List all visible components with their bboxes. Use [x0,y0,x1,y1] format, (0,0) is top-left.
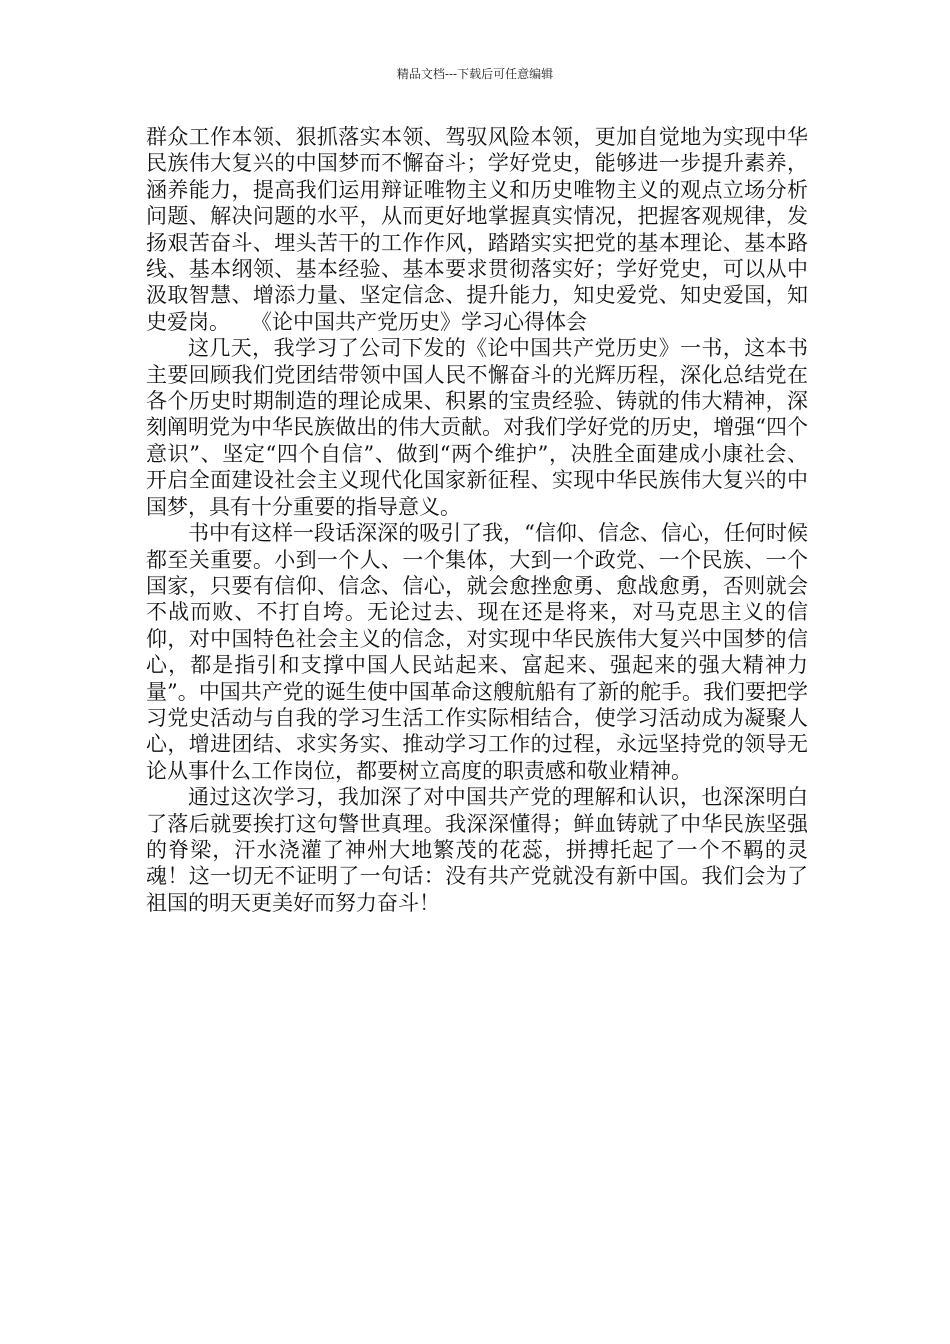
paragraph: 这几天，我学习了公司下发的《论中国共产党历史》一书，这本书主要回顾我们党团结带领中国人民不懈奋斗的光辉历程，深化总结党在各个历史时期制造的理论成果、积累的宝贵经验、铸就的伟大精神，深刻阐明党为中华民族做出的伟大贡献。对我们学好党的历史，增强“四个意识”、坚定“四个自信”、做到“两个维护”，决胜全面建成小康社会、开启全面建设社会主义现代化国家新征程、实现中华民族伟大复兴的中国梦，具有十分重要的指导意义。 [146,336,808,519]
paragraph: 书中有这样一段话深深的吸引了我，“信仰、信念、信心，任何时候都至关重要。小到一个人、一个集体，大到一个政党、一个民族、一个国家，只要有信仰、信念、信心，就会愈挫愈勇、愈战愈勇，否则就会不战而败、不打自垮。无论过去、现在还是将来，对马克思主义的信仰，对中国特色社会主义的信念，对实现中华民族伟大复兴中国梦的信心，都是指引和支撑中国人民站起来、富起来、强起来的强大精神力量”。中国共产党的诞生使中国革命这艘航船有了新的舵手。我们要把学习党史活动与自我的学习生活工作实际相结合，使学习活动成为凝聚人心，增进团结、求实务实、推动学习工作的过程，永远坚持党的领导无论从事什么工作岗位，都要树立高度的职责感和敬业精神。 [146,521,808,783]
document-body [146,124,808,916]
paragraph: 通过这次学习，我加深了对中国共产党的理解和认识，也深深明白了落后就要挨打这句警世真理。我深深懂得；鲜血铸就了中华民族坚强的脊梁，汗水浇灌了神州大地繁茂的花蕊，拼搏托起了一个不羁的灵魂！这一切无不证明了一句话：没有共产党就没有新中国。我们会为了祖国的明天更美好而努力奋斗！ [146,785,808,915]
paragraph-continuation: 群众工作本领、狠抓落实本领、驾驭风险本领，更加自觉地为实现中华民族伟大复兴的中国梦而不懈奋斗；学好党史，能够进一步提升素养，涵养能力，提高我们运用辩证唯物主义和历史唯物主义的观点立场分析问题、解决问题的水平，从而更好地掌握真实情况，把握客观规律，发扬艰苦奋斗、埋头苦干的工作作风，踏踏实实把党的基本理论、基本路线、基本纲领、基本经验、基本要求贯彻落实好；学好党史，可以从中汲取智慧、增添力量、坚定信念、提升能力，知史爱党、知史爱国，知史爱岗。 《论中国共产党历史》学习心得体会 [146,125,808,334]
page-header: 精品文档---下载后可任意编辑 [396,67,554,81]
